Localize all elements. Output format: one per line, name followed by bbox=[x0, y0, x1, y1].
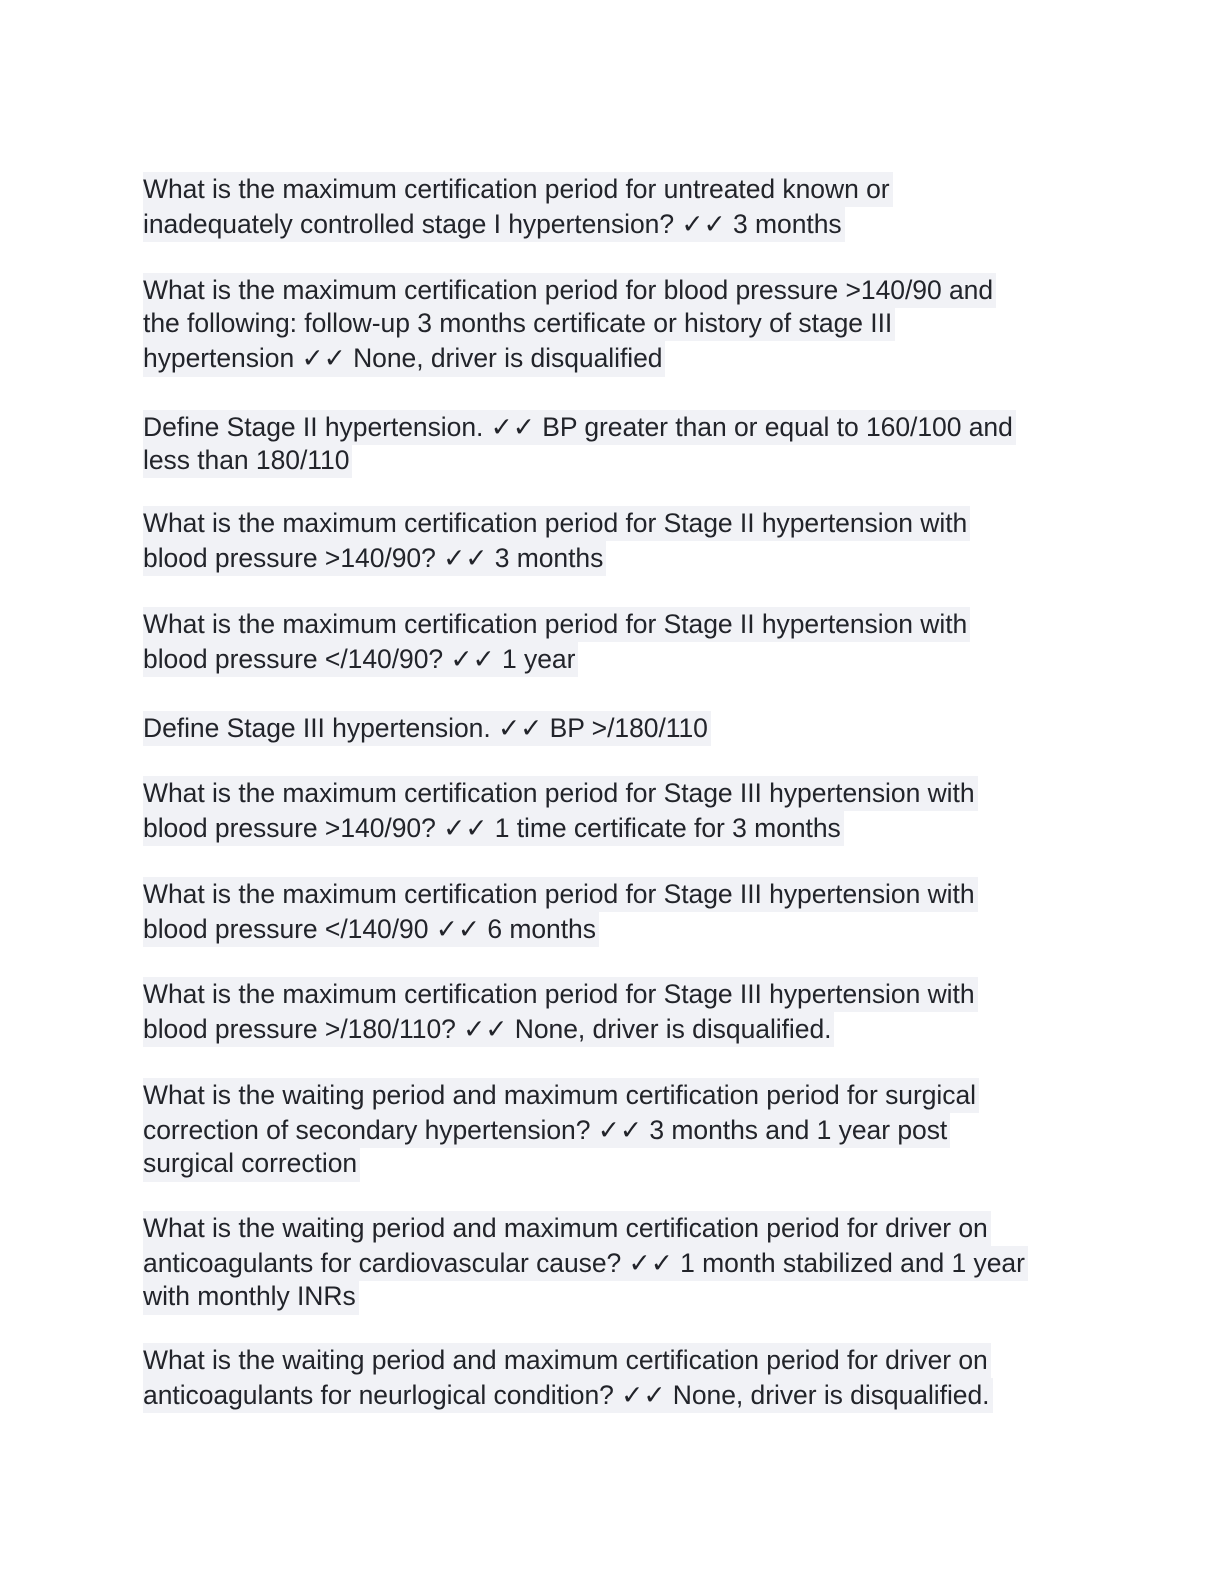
qa-item-9 bbox=[143, 977, 978, 1047]
qa-line: What is the maximum certification period for untreated known or bbox=[143, 172, 893, 207]
qa-line: surgical correction bbox=[143, 1146, 360, 1181]
qa-item-2 bbox=[143, 273, 996, 377]
qa-item-11 bbox=[143, 1211, 1028, 1315]
qa-line: What is the waiting period and maximum certification period for surgical bbox=[143, 1078, 979, 1113]
qa-line: correction of secondary hypertension? ✓✓ 3 months and 1 year post bbox=[143, 1113, 950, 1148]
qa-item-10 bbox=[143, 1078, 979, 1182]
qa-line: less than 180/110 bbox=[143, 443, 352, 478]
qa-line: Define Stage II hypertension. ✓✓ BP greater than or equal to 160/100 and bbox=[143, 410, 1016, 445]
qa-line: What is the waiting period and maximum certification period for driver on bbox=[143, 1343, 991, 1378]
qa-item-7 bbox=[143, 776, 978, 846]
qa-line: blood pressure >140/90? ✓✓ 3 months bbox=[143, 541, 606, 576]
qa-line: What is the maximum certification period for Stage III hypertension with bbox=[143, 977, 978, 1012]
qa-line: What is the waiting period and maximum certification period for driver on bbox=[143, 1211, 991, 1246]
qa-line: anticoagulants for cardiovascular cause? ✓✓ 1 month stabilized and 1 year bbox=[143, 1246, 1028, 1281]
qa-line: What is the maximum certification period for Stage II hypertension with bbox=[143, 506, 970, 541]
qa-line: hypertension ✓✓ None, driver is disqualified bbox=[143, 341, 665, 376]
qa-line: What is the maximum certification period for Stage III hypertension with bbox=[143, 877, 978, 912]
qa-line: inadequately controlled stage I hypertension? ✓✓ 3 months bbox=[143, 207, 845, 242]
qa-item-3 bbox=[143, 410, 1016, 478]
qa-item-1 bbox=[143, 172, 893, 242]
qa-line: blood pressure </140/90 ✓✓ 6 months bbox=[143, 912, 599, 947]
qa-item-6 bbox=[143, 711, 711, 746]
qa-line: anticoagulants for neurlogical condition? ✓✓ None, driver is disqualified. bbox=[143, 1378, 993, 1413]
qa-line: with monthly INRs bbox=[143, 1279, 359, 1314]
qa-line: blood pressure >/180/110? ✓✓ None, driver is disqualified. bbox=[143, 1012, 834, 1047]
qa-line: What is the maximum certification period for Stage III hypertension with bbox=[143, 776, 978, 811]
qa-line: blood pressure </140/90? ✓✓ 1 year bbox=[143, 642, 578, 677]
qa-line: Define Stage III hypertension. ✓✓ BP >/180/110 bbox=[143, 711, 711, 746]
qa-line: What is the maximum certification period for Stage II hypertension with bbox=[143, 607, 970, 642]
qa-item-12 bbox=[143, 1343, 993, 1413]
qa-line: What is the maximum certification period for blood pressure >140/90 and bbox=[143, 273, 996, 308]
qa-item-8 bbox=[143, 877, 978, 947]
qa-item-4 bbox=[143, 506, 970, 576]
qa-line: the following: follow-up 3 months certificate or history of stage III bbox=[143, 306, 895, 341]
qa-item-5 bbox=[143, 607, 970, 677]
qa-line: blood pressure >140/90? ✓✓ 1 time certificate for 3 months bbox=[143, 811, 844, 846]
